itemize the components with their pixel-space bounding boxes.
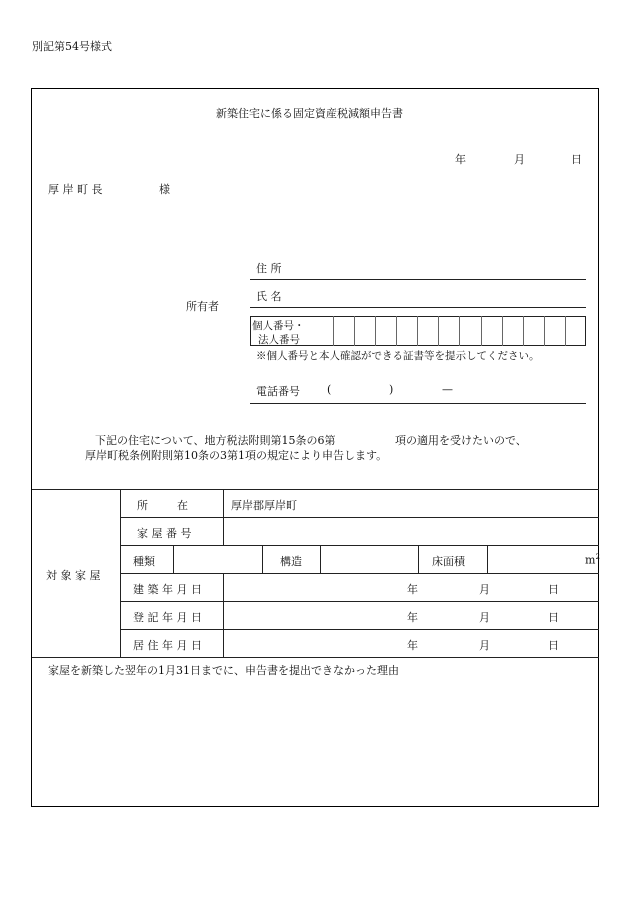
residence-year: 年 (407, 639, 418, 652)
id-number-digits[interactable] (333, 316, 586, 346)
registration-year: 年 (407, 611, 418, 624)
table-vline (173, 545, 174, 573)
statement-line1-b: 項の適用を受けたいので、 (395, 434, 527, 447)
table-line (120, 629, 599, 630)
registration-month: 月 (479, 611, 490, 624)
table-top-line (32, 489, 599, 490)
table-vline (487, 545, 488, 573)
registration-date-label: 登 記 年 月 日 (133, 611, 202, 624)
statement-line1-a: 下記の住宅について、地方税法附則第15条の6第 (95, 434, 336, 447)
residence-day: 日 (548, 639, 559, 652)
location-value[interactable]: 厚岸郡厚岸町 (231, 499, 297, 512)
phone-open-paren: ( (327, 383, 332, 396)
phone-close-paren: ) (389, 383, 394, 396)
table-vline (418, 545, 419, 573)
structure-label: 構造 (280, 555, 302, 568)
floor-area-unit: $m^2$ (585, 553, 600, 567)
table-vline (223, 489, 224, 545)
date-year: 年 (455, 153, 466, 166)
id-label-line1: 個人番号・ (252, 320, 305, 332)
phone-dash: — (442, 383, 453, 396)
construction-month: 月 (479, 583, 490, 596)
table-line (120, 545, 599, 546)
reason-field[interactable] (40, 680, 590, 800)
table-vline (223, 573, 224, 657)
table-vline (120, 489, 121, 657)
statement-line2: 厚岸町税条例附則第10条の3第1項の規定により申告します。 (85, 449, 388, 462)
owner-label: 所有者 (186, 300, 219, 313)
form-id: 別記第54号様式 (32, 40, 112, 53)
house-number-label: 家 屋 番 号 (137, 527, 192, 540)
registration-day: 日 (548, 611, 559, 624)
addressee-name: 厚 岸 町 長 (48, 183, 103, 196)
phone-label: 電話番号 (256, 385, 300, 398)
residence-month: 月 (479, 639, 490, 652)
date-month: 月 (514, 153, 525, 166)
residence-date-label: 居 住 年 月 日 (133, 639, 202, 652)
date-day: 日 (571, 153, 582, 166)
table-line (120, 517, 599, 518)
property-section-label: 対 象 家 屋 (46, 569, 101, 582)
form-title: 新築住宅に係る固定資産税減額申告書 (216, 107, 403, 120)
table-vline (320, 545, 321, 573)
id-label-line2: 法人番号 (258, 334, 300, 346)
table-line (120, 573, 599, 574)
phone-field-line[interactable] (250, 403, 586, 404)
construction-day: 日 (548, 583, 559, 596)
id-note: ※個人番号と本人確認ができる証書等を提示してください。 (256, 350, 540, 362)
location-label: 所 在 (137, 499, 188, 512)
address-label: 住 所 (256, 262, 282, 275)
floor-area-label: 床面積 (432, 555, 465, 568)
construction-year: 年 (407, 583, 418, 596)
name-field-line[interactable] (250, 307, 586, 308)
addressee-honorific: 様 (159, 183, 170, 196)
name-label: 氏 名 (256, 290, 282, 303)
table-line (120, 601, 599, 602)
reason-label: 家屋を新築した翌年の1月31日までに、申告書を提出できなかった理由 (48, 664, 399, 677)
type-label: 種類 (133, 555, 155, 568)
table-vline (262, 545, 263, 573)
address-field-line[interactable] (250, 279, 586, 280)
construction-date-label: 建 築 年 月 日 (133, 583, 202, 596)
table-bottom-line (32, 657, 599, 658)
